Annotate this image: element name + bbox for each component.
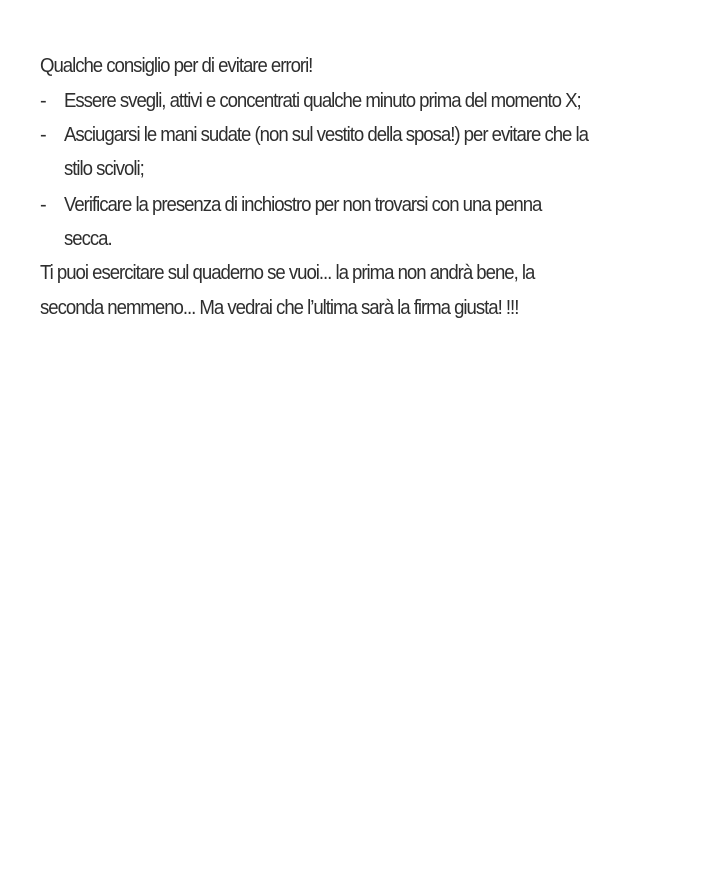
tip-text-continued: stilo scivoli; (64, 158, 144, 180)
tip-text: Asciugarsi le mani sudate (non sul vestito della sposa!) per evitare che la (64, 124, 588, 146)
bullet-dash: - (40, 124, 47, 146)
tip-text: Verificare la presenza di inchiostro per non trovarsi con una penna (64, 194, 542, 216)
closing-paragraph-line: Ti puoi esercitare sul quaderno se vuoi... la prima non andrà bene, la (40, 262, 535, 284)
intro-heading: Qualche consiglio per di evitare errori! (40, 55, 313, 77)
bullet-dash: - (40, 194, 47, 216)
tip-text: Essere svegli, attivi e concentrati qualche minuto prima del momento X; (64, 90, 581, 112)
closing-paragraph-line: seconda nemmeno... Ma vedrai che l’ultima sarà la firma giusta! !!! (40, 297, 519, 319)
bullet-dash: - (40, 90, 47, 112)
tip-text-continued: secca. (64, 228, 112, 250)
